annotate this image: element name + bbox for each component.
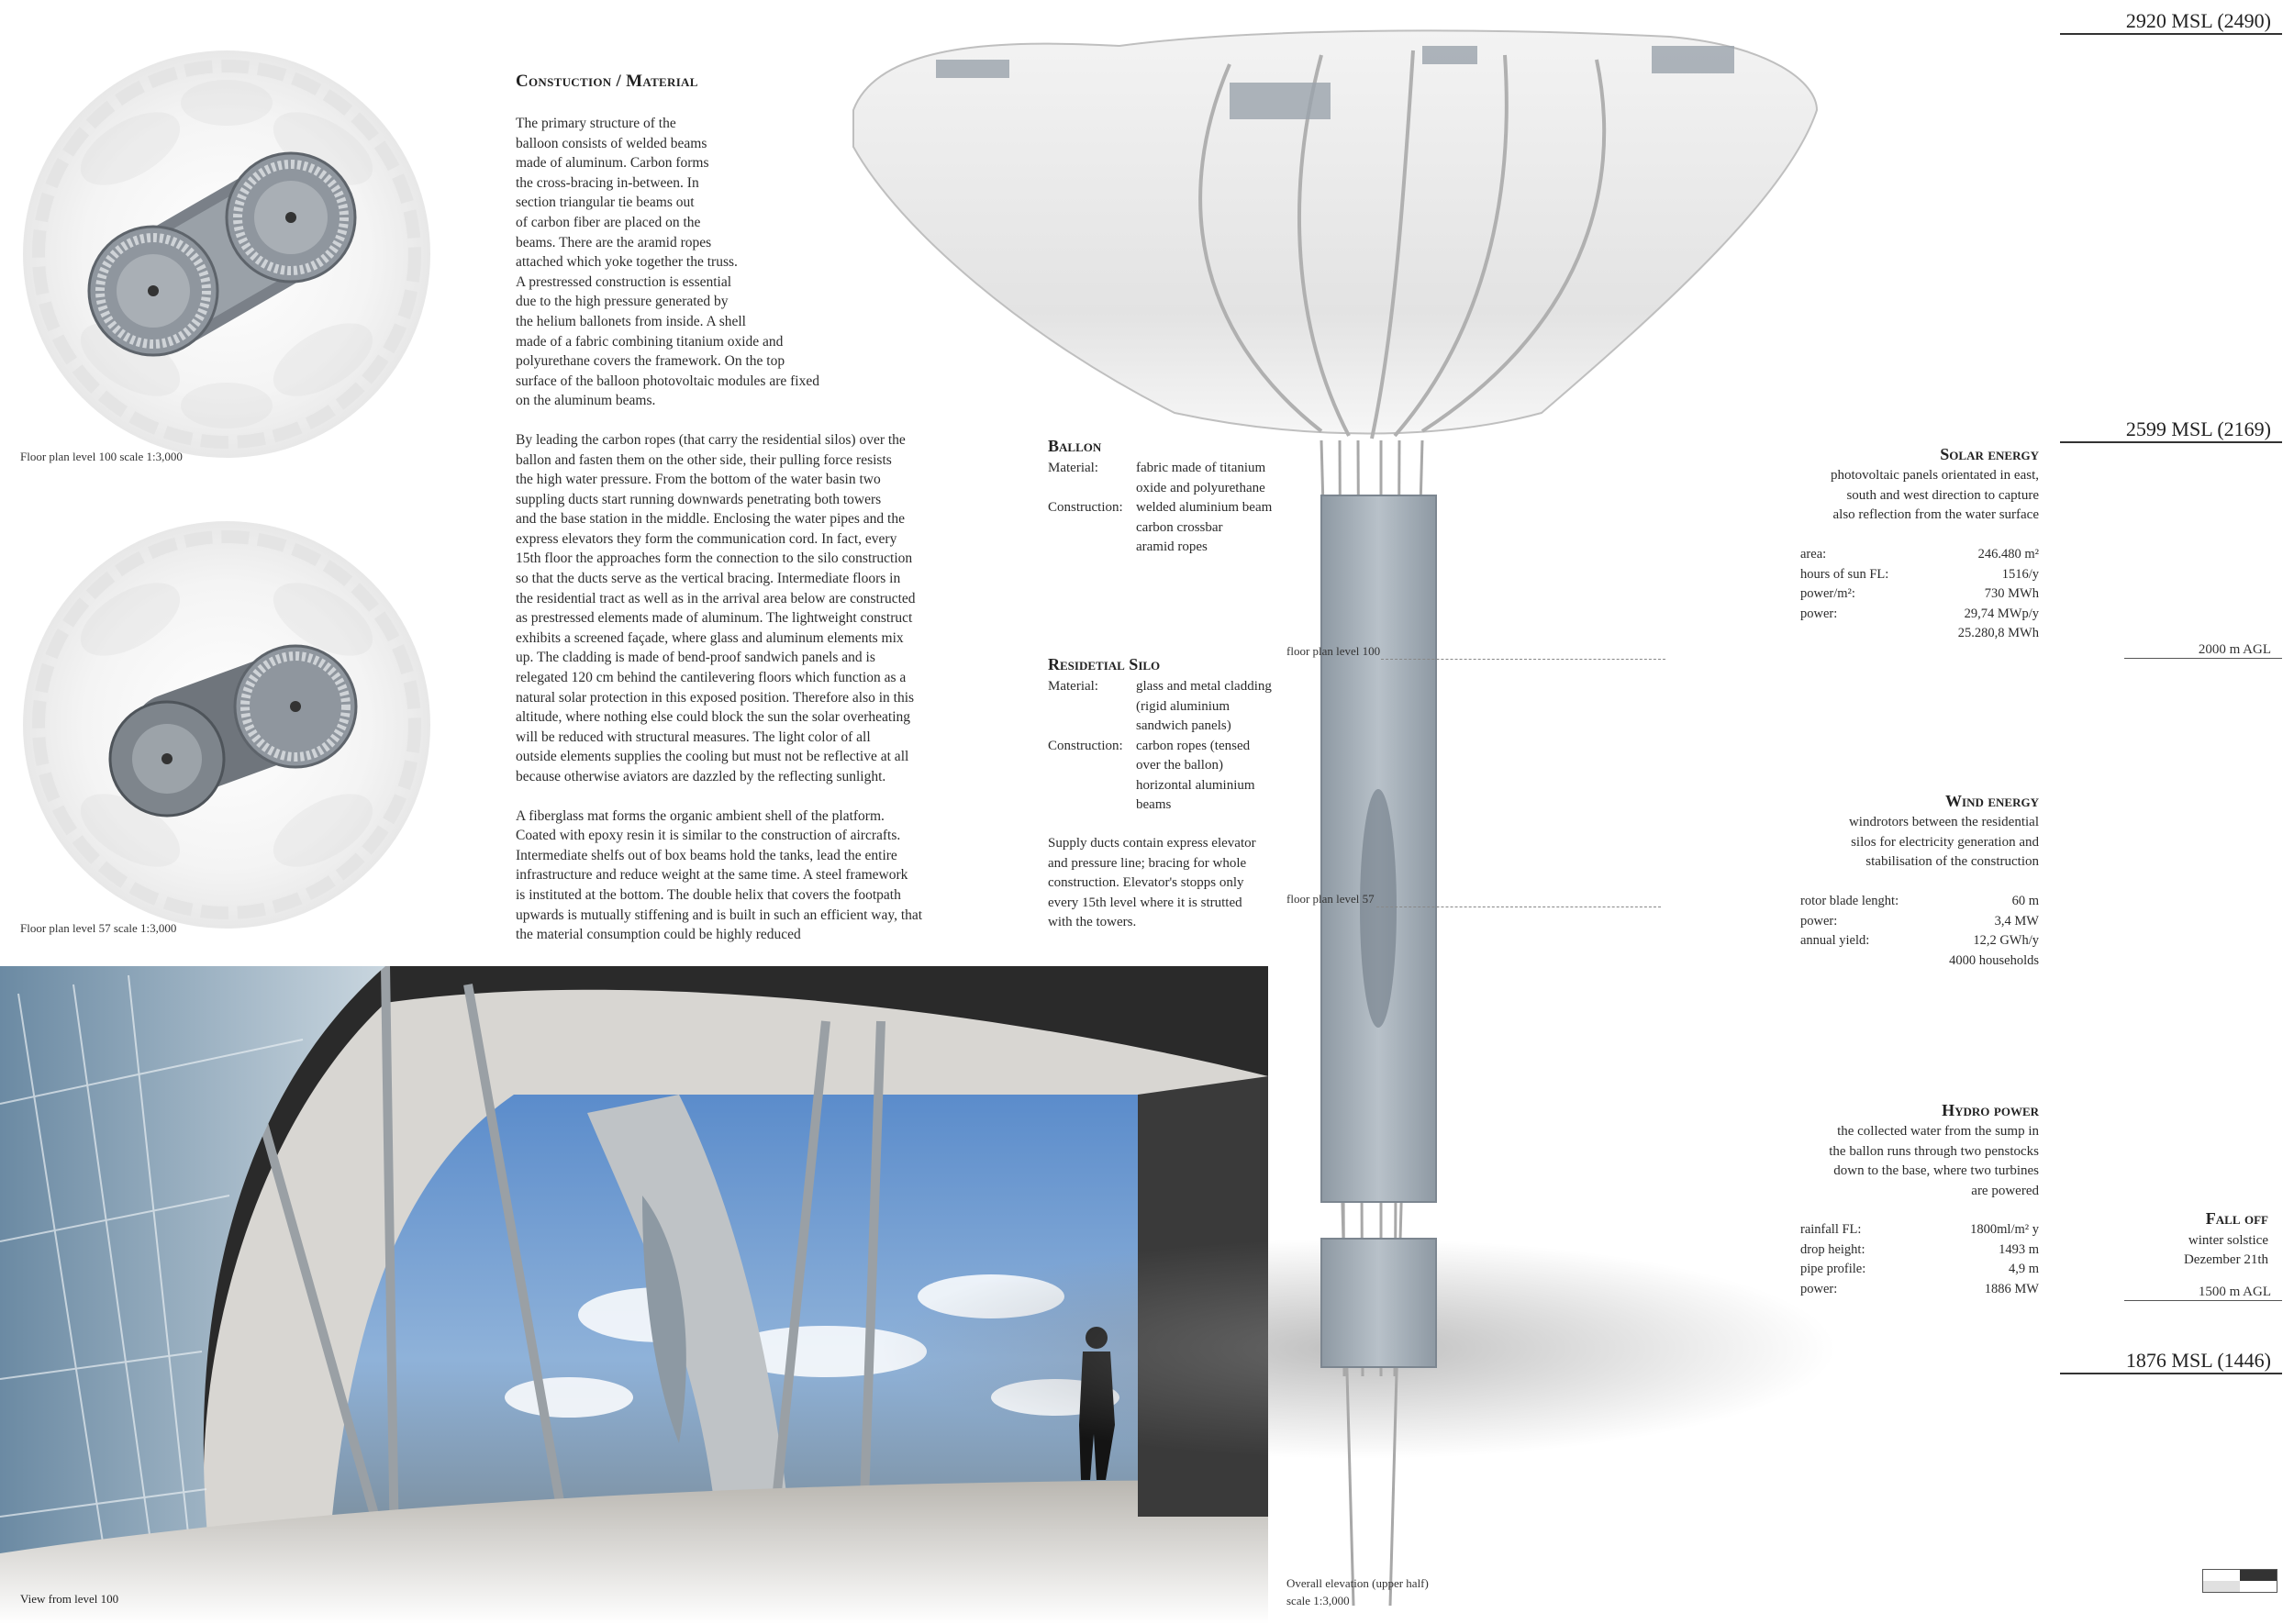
- construction-paragraph-1-line: beams. There are the aramid ropes: [516, 234, 712, 250]
- silo-material-line: (rigid aluminium: [1136, 698, 1231, 714]
- solar-label: power/m²:: [1800, 586, 1855, 601]
- construction-paragraph-2-line: so that the ducts serve as the vertical bracing. Intermediate floors in: [516, 571, 901, 587]
- construction-paragraph-2-line: relegated 120 cm behind the cantilevering floors which function as a: [516, 670, 907, 686]
- marker-level-57: floor plan level 57: [1286, 892, 1375, 906]
- ballon-spec: [1048, 459, 1272, 558]
- agl-1500: 1500 m AGL: [2124, 1285, 2282, 1301]
- silo-construction-line: carbon ropes (tensed: [1136, 738, 1251, 753]
- hydro-value: 1800ml/m² y: [1970, 1222, 2039, 1237]
- ballon-heading: Ballon: [1048, 437, 1102, 455]
- hydro-label: power:: [1800, 1281, 1838, 1296]
- solar-value: 730 MWh: [1984, 586, 2039, 601]
- solar-value: 246.480 m²: [1977, 547, 2039, 562]
- silo-construction-label: Construction:: [1048, 738, 1123, 753]
- solar-value: 25.280,8 MWh: [1957, 626, 2039, 640]
- construction-paragraph-1-line: polyurethane covers the framework. On the top: [516, 353, 785, 370]
- hydro-value: 1493 m: [1999, 1241, 2039, 1257]
- solar-row: [1800, 565, 2039, 585]
- ballon-construction-value: [1136, 498, 1272, 558]
- solar-label: [1800, 624, 1925, 644]
- silo-construction-line: beams: [1136, 797, 1172, 812]
- silo-supply-text: [1048, 834, 1305, 933]
- wind-label: rotor blade lenght:: [1800, 894, 1899, 908]
- solar-description-line: photovoltaic panels orientated in east,: [1830, 468, 2039, 483]
- agl-2000: 2000 m AGL: [2124, 642, 2282, 659]
- construction-paragraph-2-line: outside elements supplies the cooling but must not be reflective at all: [516, 749, 909, 765]
- construction-paragraph-2-line: express elevators they form the communication cord. In fact, every: [516, 530, 897, 547]
- wind-description-line: silos for electricity generation and: [1851, 834, 2039, 850]
- silo-construction-line: over the ballon): [1136, 758, 1223, 773]
- wind-table: [1800, 892, 2039, 971]
- hydro-row: [1800, 1220, 2039, 1240]
- altitude-mid: 2599 MSL (2169): [2060, 417, 2282, 443]
- solar-value: 29,74 MWp/y: [1964, 606, 2039, 621]
- construction-paragraph-3-line: Coated with epoxy resin it is similar to the construction of aircrafts.: [516, 828, 901, 844]
- altitude-bottom: 1876 MSL (1446): [2060, 1349, 2282, 1374]
- construction-paragraph-1-line: due to the high pressure generated by: [516, 294, 729, 310]
- construction-paragraph-2-line: exhibits a screened façade, where glass and aluminum elements mix: [516, 629, 904, 646]
- construction-paragraph-1-line: of carbon fiber are placed on the: [516, 214, 701, 230]
- solar-row: [1800, 605, 2039, 625]
- hydro-value: 4,9 m: [2008, 1262, 2039, 1276]
- construction-paragraph-3-line: the material consumption could be highly reduced: [516, 927, 801, 943]
- hydro-row: [1800, 1260, 2039, 1280]
- silo-supply-line: every 15th level where it is strutted: [1048, 895, 1242, 910]
- construction-paragraph-2-line: natural solar protection in this exposed position. Therefore also in this: [516, 689, 915, 706]
- floor-plan-100-caption: Floor plan level 100 scale 1:3,000: [20, 450, 183, 463]
- silo-material-label: Material:: [1048, 679, 1098, 694]
- tower-elevation-drawing: [844, 9, 1835, 1615]
- tower-elevation: [844, 9, 1835, 1615]
- construction-paragraph-1-line: the helium ballonets from inside. A shell: [516, 313, 746, 329]
- ballon-material-line: fabric made of titanium: [1136, 461, 1266, 475]
- hydro-description-line: down to the base, where two turbines: [1833, 1163, 2039, 1178]
- solar-heading: Solar energy: [1940, 445, 2039, 463]
- solar-description-line: south and west direction to capture: [1846, 487, 2039, 503]
- page-indicator: [2202, 1569, 2277, 1593]
- floor-plan-57: [20, 518, 433, 931]
- construction-paragraph-3-line: A fiberglass mat forms the organic ambient shell of the platform.: [516, 807, 885, 824]
- construction-paragraph-2-line: ballon and fasten them on the other side, their pulling force resists: [516, 451, 892, 468]
- construction-paragraph-1-line: on the aluminum beams.: [516, 393, 656, 409]
- construction-paragraph-2-line: and the base station in the middle. Enclosing the water pipes and the: [516, 511, 905, 528]
- construction-paragraph-2-line: By leading the carbon ropes (that carry the residential silos) over the: [516, 431, 906, 448]
- construction-paragraph-2-line: as prestressed elements made of aluminum. The lightweight construct: [516, 610, 913, 627]
- silo-heading: Residetial Silo: [1048, 655, 1161, 673]
- silo-construction-value: [1136, 737, 1272, 816]
- marker-level-100-line: [1381, 659, 1665, 660]
- silo-construction-line: horizontal aluminium: [1136, 777, 1255, 793]
- floor-plan-100: [20, 48, 433, 461]
- wind-label: annual yield:: [1800, 933, 1870, 948]
- silo-supply-line: with the towers.: [1048, 915, 1137, 929]
- construction-paragraph-3-line: Intermediate shelfs out of box beams hold the tanks, lead the entire: [516, 847, 897, 863]
- silo-supply-line: and pressure line; bracing for whole: [1048, 855, 1247, 871]
- silo-spec: [1048, 677, 1272, 816]
- construction-paragraph-1-line: section triangular tie beams out: [516, 195, 695, 211]
- hydro-heading: Hydro power: [1942, 1101, 2039, 1119]
- solar-row: [1800, 624, 2039, 644]
- hydro-label: pipe profile:: [1800, 1262, 1866, 1276]
- solar-label: power:: [1800, 606, 1838, 621]
- construction-paragraph-1-line: made of a fabric combining titanium oxide and: [516, 333, 784, 350]
- falloff-heading: Fall off: [2205, 1209, 2268, 1228]
- wind-label: power:: [1800, 913, 1838, 929]
- construction-heading: Constuction / Material: [516, 72, 698, 91]
- ballon-material-value: [1136, 459, 1272, 498]
- silo-material-value: [1136, 677, 1272, 737]
- construction-paragraph-2-line: 15th floor the approaches form the connection to the silo construction: [516, 551, 913, 567]
- wind-label: [1800, 951, 1925, 972]
- solar-value: 1516/y: [2001, 566, 2039, 582]
- hydro-description-line: the ballon runs through two penstocks: [1829, 1143, 2039, 1159]
- construction-paragraph-2-line: the high water pressure. From the bottom of the water basin two: [516, 472, 881, 488]
- construction-paragraph-3-line: upwards is mutually stiffening and is built in such an efficient way, that: [516, 907, 923, 923]
- construction-paragraph-3-line: is instituted at the bottom. The double helix that covers the footpath: [516, 886, 901, 903]
- ballon-construction-line: carbon crossbar: [1136, 519, 1223, 535]
- floor-plan-100-drawing: [20, 48, 433, 461]
- construction-paragraph-2-line: because otherwise aviators are dazzled by the reflecting sunlight.: [516, 769, 886, 784]
- silo-supply-line: Supply ducts contain express elevator: [1048, 836, 1256, 851]
- view-caption: View from level 100: [20, 1592, 119, 1606]
- ballon-material-line: oxide and polyurethane: [1136, 480, 1265, 495]
- wind-value: 3,4 MW: [1994, 913, 2039, 929]
- ballon-material-label: Material:: [1048, 461, 1098, 475]
- construction-paragraph-3-line: infrastructure and reduce weight at the same time. A steel framework: [516, 867, 908, 884]
- hydro-description: [1829, 1122, 2039, 1201]
- solar-label: area:: [1800, 547, 1827, 562]
- solar-description: [1831, 466, 2039, 526]
- elevation-caption-2: scale 1:3,000: [1286, 1594, 1350, 1607]
- silo-material-line: glass and metal cladding: [1136, 679, 1272, 694]
- ballon-construction-line: welded aluminium beam: [1136, 500, 1273, 515]
- construction-paragraph-2-line: the residential tract as well as in the arrival area below are constructed: [516, 590, 916, 606]
- wind-value: 4000 households: [1949, 952, 2039, 968]
- wind-row: [1800, 951, 2039, 972]
- ballon-construction-label: Construction:: [1048, 500, 1123, 515]
- construction-paragraph-1-line: made of aluminum. Carbon forms: [516, 155, 709, 172]
- hydro-label: drop height:: [1800, 1241, 1865, 1257]
- ballon-construction-line: aramid ropes: [1136, 539, 1208, 554]
- construction-paragraph-1-line: surface of the balloon photovoltaic modules are fixed: [516, 373, 819, 389]
- wind-description-line: windrotors between the residential: [1848, 815, 2039, 829]
- solar-row: [1800, 584, 2039, 605]
- solar-row: [1800, 545, 2039, 565]
- silo-supply-line: construction. Elevator's stopps only: [1048, 875, 1244, 890]
- wind-heading: Wind energy: [1945, 792, 2039, 810]
- construction-paragraph-1-line: balloon consists of welded beams: [516, 135, 707, 151]
- wind-value: 60 m: [2011, 894, 2039, 908]
- construction-paragraph-1-line: attached which yoke together the truss.: [516, 254, 738, 271]
- construction-paragraph-1-line: the cross-bracing in-between. In: [516, 174, 699, 191]
- solar-table: [1800, 545, 2039, 644]
- hydro-row: [1800, 1280, 2039, 1300]
- floor-plan-57-caption: Floor plan level 57 scale 1:3,000: [20, 921, 177, 935]
- hydro-label: rainfall FL:: [1800, 1222, 1862, 1237]
- wind-description: [1849, 813, 2039, 873]
- solar-label: hours of sun FL:: [1800, 566, 1889, 582]
- hydro-value: 1886 MW: [1984, 1281, 2039, 1296]
- wind-row: [1800, 892, 2039, 912]
- marker-level-100: floor plan level 100: [1286, 644, 1381, 658]
- hydro-description-line: the collected water from the sump in: [1837, 1124, 2039, 1139]
- floor-plan-57-drawing: [20, 518, 433, 931]
- construction-paragraph-1-line: The primary structure of the: [516, 116, 676, 131]
- hydro-row: [1800, 1240, 2039, 1261]
- construction-paragraph-1-line: A prestressed construction is essential: [516, 273, 732, 290]
- hydro-description-line: are powered: [1971, 1183, 2039, 1198]
- construction-paragraph-2-line: suppling ducts start running downwards penetrating both towers: [516, 491, 882, 507]
- solar-description-line: also reflection from the water surface: [1832, 507, 2039, 522]
- altitude-top: 2920 MSL (2490): [2060, 9, 2282, 35]
- construction-paragraph-2-line: will be reduced with structural measures. The light color of all: [516, 729, 871, 745]
- falloff-line-2: Dezember 21th: [2183, 1252, 2268, 1267]
- construction-paragraph-2-line: up. The cladding is made of bend-proof sandwich panels and is: [516, 650, 875, 666]
- wind-value: 12,2 GWh/y: [1973, 933, 2039, 948]
- hydro-table: [1800, 1220, 2039, 1299]
- wind-row: [1800, 931, 2039, 951]
- silo-material-line: sandwich panels): [1136, 718, 1231, 733]
- elevation-caption-1: Overall elevation (upper half): [1286, 1576, 1429, 1590]
- construction-paragraph-2-line: altitude, where nothing else could block the sun the solar overheating: [516, 709, 911, 726]
- falloff-line-1: winter solstice: [2188, 1233, 2268, 1248]
- wind-description-line: stabilisation of the construction: [1865, 854, 2039, 869]
- wind-row: [1800, 912, 2039, 932]
